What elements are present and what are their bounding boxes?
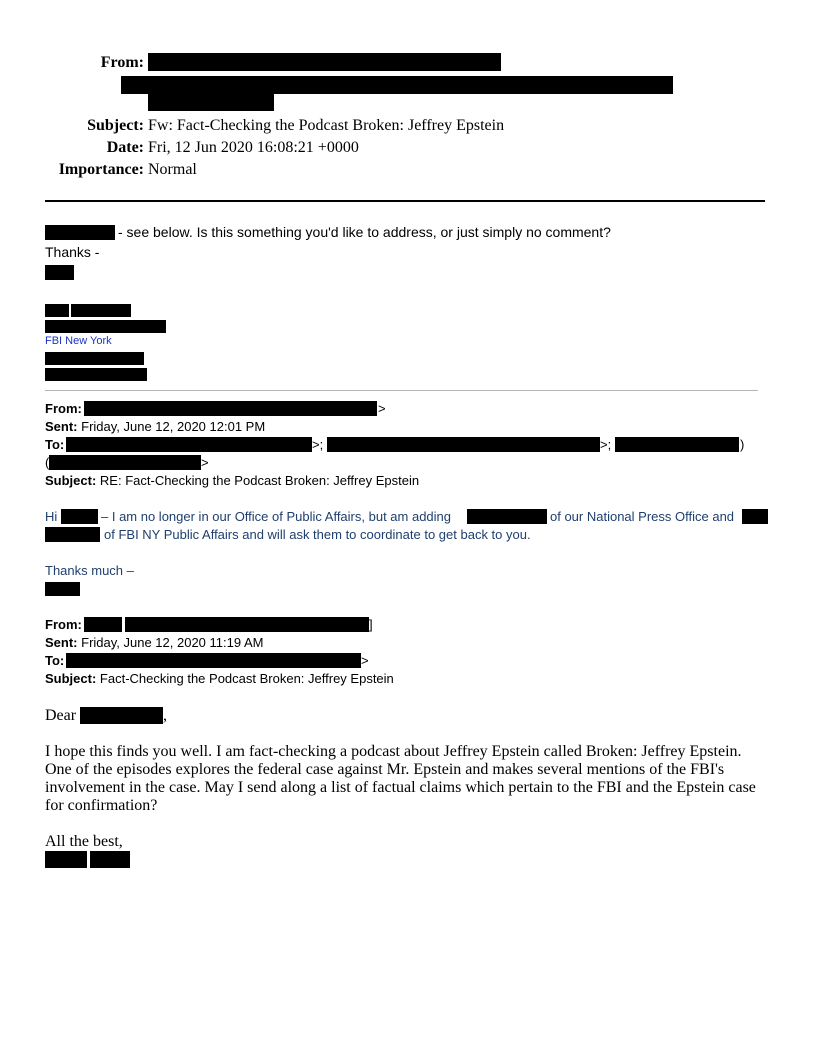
fwd1-subject-row xyxy=(45,473,419,488)
fwd2-dear: Dear xyxy=(45,707,77,724)
fwd1-to-sep2: >; xyxy=(600,437,612,452)
fwd1-to-sep1: >; xyxy=(312,437,324,452)
header-divider xyxy=(45,200,765,202)
fwd1-to-open2: ( xyxy=(45,455,50,470)
fwd1-body-c: of FBI NY Public Affairs and will ask them to coordinate to get back to you. xyxy=(104,527,531,542)
redacted-fwd1-from xyxy=(84,401,377,416)
sig-office-link[interactable]: FBI New York xyxy=(45,335,112,347)
fwd1-body-a: – I am no longer in our Office of Public Affairs, but am adding xyxy=(101,509,451,524)
fwd2-to-suffix: > xyxy=(361,653,369,668)
fwd2-body: I hope this finds you well. I am fact-checking a podcast about Jeffrey Epstein called Broken: Jeffrey Epstein. One of the episodes explores the federal case against Mr. Epstein and makes several mentions of the FBI's involvement in the case. May I send along a list of factual claims which pertain to the FBI and the Epstein case for confirmation? xyxy=(45,743,756,814)
redacted-fwd2-sig1 xyxy=(45,851,87,868)
fwd2-subject-label: Subject: xyxy=(45,671,97,686)
fwd2-dear-comma: , xyxy=(163,707,167,724)
redacted-sig-name1 xyxy=(45,304,69,317)
fwd1-from-suffix: > xyxy=(378,401,386,416)
redacted-fwd2-sig2 xyxy=(90,851,130,868)
fwd1-sent-value: Friday, June 12, 2020 12:01 PM xyxy=(81,419,266,434)
redacted-from-line3 xyxy=(148,93,274,111)
redacted-sig-phone2 xyxy=(45,368,147,381)
fwd2-from-label: From: xyxy=(45,617,82,632)
importance-value: Normal xyxy=(148,161,197,178)
fwd1-hi: Hi xyxy=(45,509,58,524)
quote-divider xyxy=(45,390,758,391)
redacted-sig-phone1 xyxy=(45,352,144,365)
redacted-fwd1-press1 xyxy=(467,509,547,524)
date-label: Date: xyxy=(106,139,144,156)
redacted-fwd1-press2 xyxy=(742,509,768,524)
redacted-fwd2-from-email xyxy=(125,617,369,632)
redacted-fwd1-press3 xyxy=(45,527,100,542)
fwd1-to-end2: > xyxy=(201,455,209,470)
redacted-recipient xyxy=(45,225,115,240)
importance-label: Importance: xyxy=(58,161,144,178)
fwd1-from-label: From: xyxy=(45,401,82,416)
redacted-fwd1-to2 xyxy=(327,437,600,452)
fwd1-to-close: ) xyxy=(740,437,745,452)
fwd1-thanks: Thanks much – xyxy=(45,563,134,578)
fwd1-to-label: To: xyxy=(45,437,65,452)
fwd2-subject-row xyxy=(45,671,394,686)
top-message-line1: - see below. Is this something you'd like to address, or just simply no comment? xyxy=(118,224,611,240)
fwd2-closing: All the best, xyxy=(45,833,123,850)
redacted-fwd1-to1 xyxy=(66,437,312,452)
redacted-fwd2-from-name xyxy=(84,617,122,632)
redacted-from-line2 xyxy=(121,76,673,94)
fwd2-from-suffix: ] xyxy=(369,617,373,632)
top-message-thanks: Thanks - xyxy=(45,244,100,260)
fwd1-body-b: of our National Press Office and xyxy=(550,509,735,524)
redacted-sender-initials xyxy=(45,265,74,280)
fwd2-sent-row xyxy=(45,635,263,650)
fwd2-sent-value: Friday, June 12, 2020 11:19 AM xyxy=(81,635,264,650)
redacted-from xyxy=(148,53,501,71)
fwd2-to-label: To: xyxy=(45,653,65,668)
fwd2-subject-value: Fact-Checking the Podcast Broken: Jeffrey Epstein xyxy=(99,671,394,686)
fwd1-sent-row xyxy=(45,419,265,434)
from-label: From: xyxy=(100,54,144,71)
redacted-fwd1-to3 xyxy=(615,437,739,452)
date-value: Fri, 12 Jun 2020 16:08:21 +0000 xyxy=(148,139,359,156)
redacted-fwd2-to xyxy=(66,653,361,668)
redacted-sig-title xyxy=(45,320,166,333)
subject-value: Fw: Fact-Checking the Podcast Broken: Jeffrey Epstein xyxy=(148,117,505,134)
redacted-fwd1-to4 xyxy=(49,455,201,470)
fwd1-subject-value: RE: Fact-Checking the Podcast Broken: Jeffrey Epstein xyxy=(99,473,420,488)
subject-label: Subject: xyxy=(87,117,144,134)
redacted-sig-name2 xyxy=(71,304,131,317)
redacted-fwd2-dear-name xyxy=(80,707,163,724)
fwd2-sent-label: Sent: xyxy=(45,635,78,650)
redacted-fwd1-hi-name xyxy=(61,509,98,524)
fwd1-subject-label: Subject: xyxy=(45,473,97,488)
redacted-fwd1-signoff xyxy=(45,582,80,596)
fwd1-sent-label: Sent: xyxy=(45,419,78,434)
